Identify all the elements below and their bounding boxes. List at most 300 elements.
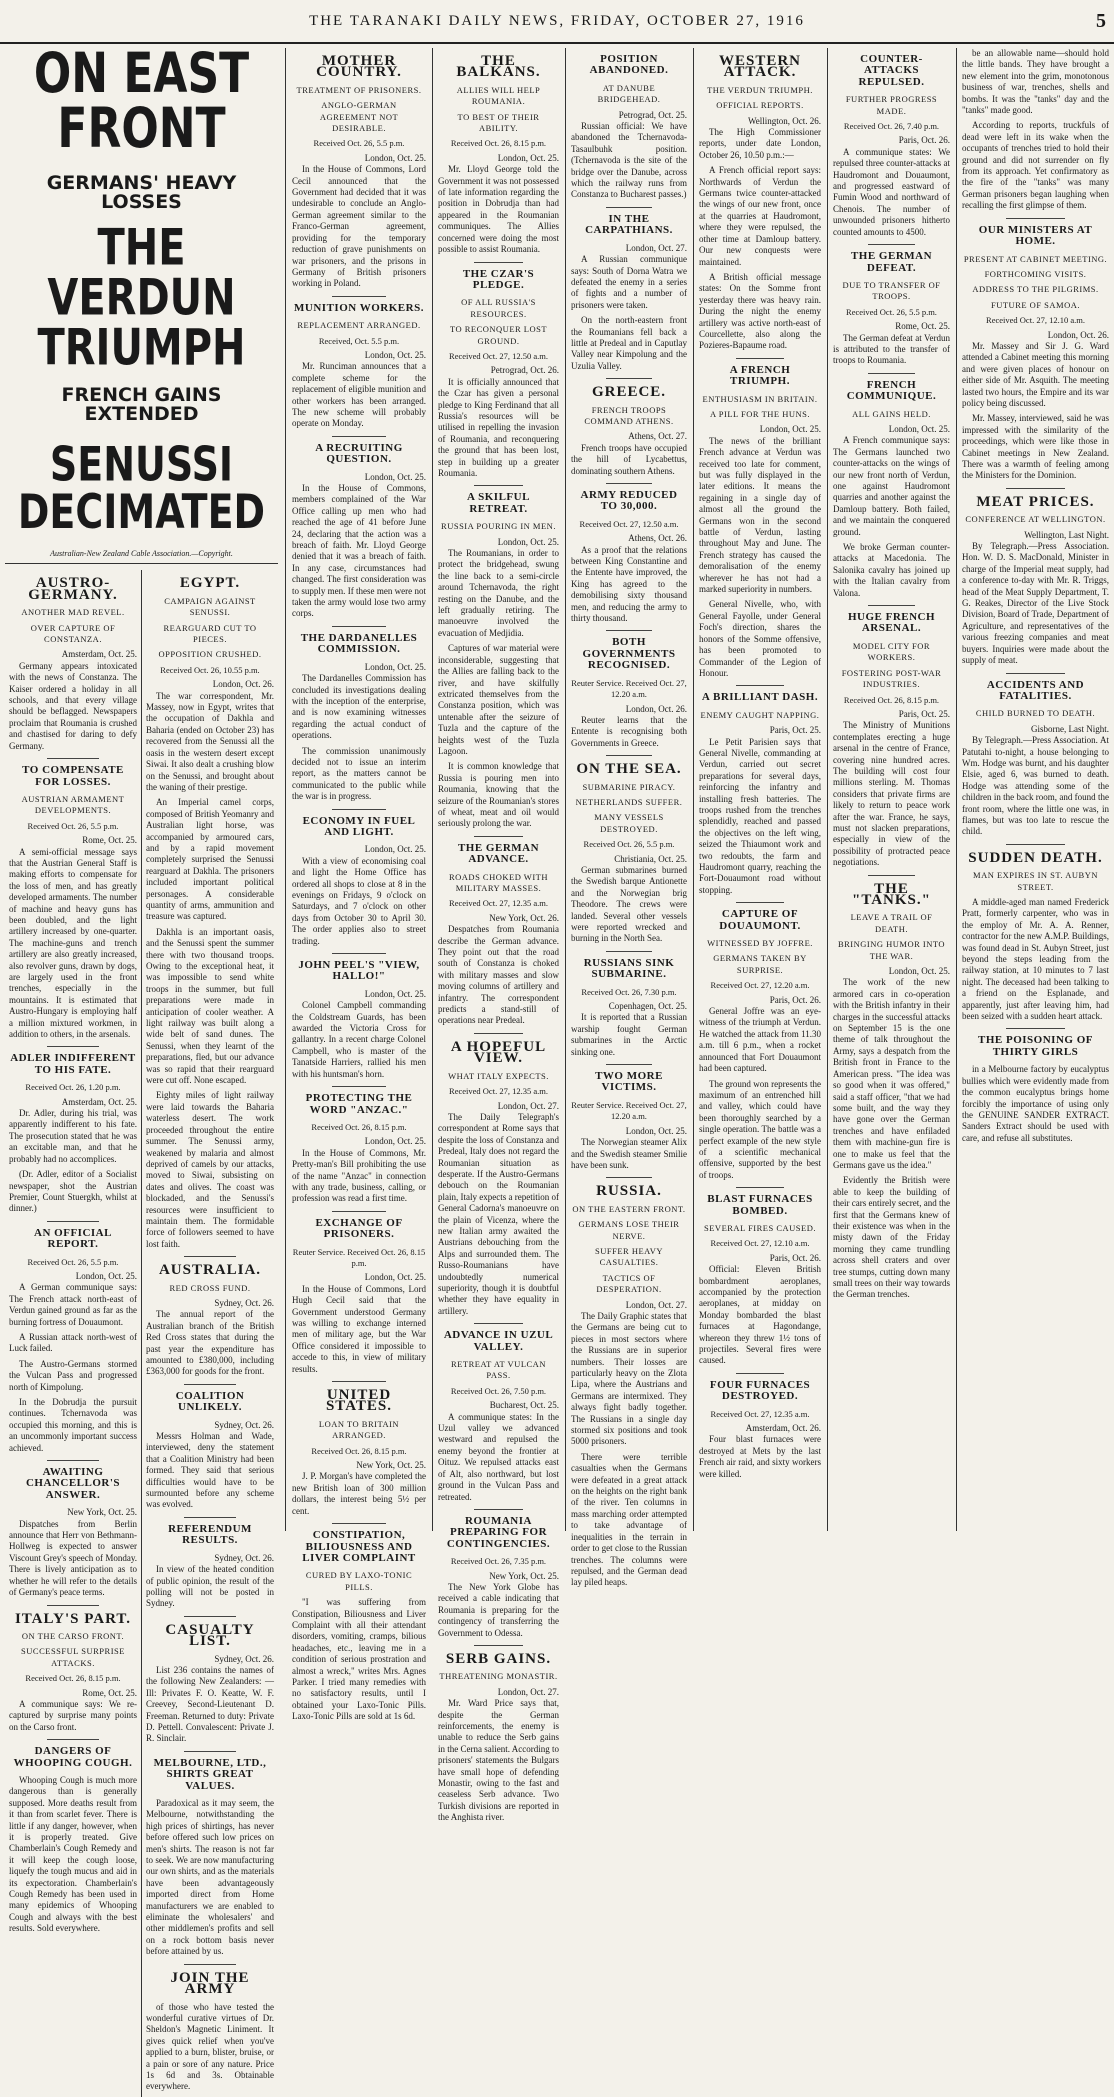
- dateline: London, Oct. 26.: [212, 679, 274, 690]
- article-separator: [332, 809, 386, 810]
- article: [438, 53, 559, 256]
- article-headline: GREECE.: [591, 384, 667, 401]
- article: [699, 358, 821, 680]
- article-subheading: FOSTERING POST-WAR INDUSTRIES.: [841, 667, 942, 690]
- article-paragraph: Russian official: We have abandoned the Tchernavoda-Tasaulbuhk position. (Tchernavoda is the site of the bridge over the Danube, across which the railway runs from Constanza to Bucharest passes.): [571, 121, 687, 200]
- received-line: Received Oct. 26, 7.35 p.m.: [450, 1556, 547, 1567]
- article-separator: [332, 1086, 386, 1087]
- article-separator: [332, 626, 386, 627]
- article-subheading: RUSSIA POURING IN MEN.: [441, 521, 556, 532]
- article-headline: COUNTER-ATTACKS REPULSED.: [858, 53, 925, 88]
- article-separator: [332, 1211, 386, 1212]
- article-paragraph: A French communique says: The Germans launched two counter-attacks on the wings of our new front north of Verdun, one against Haudromont quarries and another against the Damloup battery. Both failed, and we maintain the conquered ground.: [833, 435, 950, 537]
- received-line: Received Oct. 27, 12.35 a.m.: [449, 1086, 548, 1097]
- column-balkans: [433, 48, 564, 1823]
- received-line: Received Oct. 27, 12.50 a.m.: [579, 518, 679, 529]
- received-line: Received Oct. 26, 1.20 p.m.: [25, 1082, 121, 1093]
- article: [9, 1221, 137, 1454]
- article-paragraph: Official: Eleven British bombardment aeroplanes, accompanied by the protection aeroplanes, at midday on Monday bombarded the blast furnaces at Hagondange, whereon they threw 1½ tons of projectiles. Several fires were caused.: [699, 1264, 821, 1366]
- article-separator: [332, 953, 386, 954]
- article-headline: ADLER INDIFFERENT TO HIS FATE.: [10, 1052, 136, 1076]
- article-paragraph: A Russian communique says: South of Dorna Watra we defeated the enemy in a series of fights and a number of prisoners were taken.: [571, 254, 687, 310]
- article-paragraph: The High Commissioner reports, under date London, October 26, 10.50 p.m.:—: [699, 127, 821, 160]
- article-headline: ACCIDENTS AND FATALITIES.: [986, 678, 1085, 702]
- article-subheading: MAN EXPIRES IN ST. AUBYN STREET.: [973, 870, 1098, 892]
- article-paragraph: In view of the heated condition of public opinion, the result of the polling will not be posted in Sydney.: [146, 1564, 274, 1609]
- article-headline: SERB GAINS.: [445, 1650, 552, 1667]
- article-headline: ITALY'S PART.: [14, 1610, 132, 1627]
- article-headline: BOTH GOVERNMENTS RECOGNISED.: [582, 636, 676, 672]
- dateline: New York, Oct. 26.: [489, 912, 559, 923]
- article-headline: EXCHANGE OF PRISONERS.: [315, 1216, 403, 1241]
- article-subheading: TO BEST OF THEIR ABILITY.: [457, 111, 540, 134]
- article-paragraph: Mr. Massey and Sir J. G. Ward attended a Cabinet meeting this morning and were given places of honour on either side of Mr. Asquith. The meeting lasted two hours, the Empire and its war policy being discussed.: [962, 340, 1109, 408]
- article-headline: THE GERMAN ADVANCE.: [457, 841, 540, 866]
- article-subheading: NETHERLANDS SUFFER.: [575, 796, 683, 807]
- article-paragraph: According to reports, truckfuls of dead were left in its wake when the occupants of trenches tried to hold their ground and did not surrender on fly from its approach. Yet confirmatory as the fire of the "tanks" was many German prisoners began laughing when recalling the first glimpse of them.: [962, 120, 1109, 211]
- article-paragraph: General Nivelle, who, with General Fayolle, under General Foch's direction, shares the honors of the Somme offensive, has been promoted to Commander of the Legion of Honour.: [699, 599, 821, 678]
- article: [571, 1064, 687, 1171]
- article-paragraph: In the Dobrudja the pursuit continues. Tchernavoda was occupied this morning, and this is an uncommonly important success achieved.: [9, 1397, 137, 1453]
- article-paragraph: A British official message states: On the Somme front yesterday there was heavy rain. During the night the enemy artillery was active north-east of Courcellette, also along the Pozieres-Bapaume road.: [699, 271, 821, 351]
- article-paragraph: General Joffre was an eye-witness of the triumph at Verdun. He watched the attack from 11.30 a.m. till 6 p.m., when a rocket announced that Fort Douaumont had been captured.: [699, 1006, 821, 1074]
- article-paragraph: By Telegraph.—Press Association. Hon. W. D. S. MacDonald, Minister in charge of the Imperial meat supply, had a conference to-day with Mr. R. Triggs, head of the Meat Supply Department, T. G. Reakes, Director of the Live Stock Division, Board of Trade, Department of Agriculture, and representatives of the various freezing companies and meat buyers. Inquiries were made about the supply of meat.: [962, 541, 1109, 666]
- article-subheading: RETREAT AT VULCAN PASS.: [451, 1359, 546, 1381]
- article-paragraph: In the House of Commons, Lord Hugh Cecil said that the Government understood Germany was willing to exchange interned men of military age, but the War Office considered it impossible to accede to this, in view of military results.: [292, 1283, 426, 1374]
- article: [571, 630, 687, 749]
- article-subheading: REARGUARD CUT TO PIECES.: [163, 622, 257, 645]
- article-subheading: GERMANS LOSE THEIR NERVE.: [578, 1219, 680, 1241]
- dateline: London, Oct. 25.: [364, 844, 426, 855]
- received-line: Received Oct. 27, 12.35 a.m.: [710, 1408, 810, 1419]
- article-separator: [736, 358, 785, 359]
- article-separator: [736, 1373, 785, 1374]
- article-subheading: TACTICS OF DESPERATION.: [596, 1272, 662, 1295]
- article-subheading: BRINGING HUMOR INTO THE WAR.: [837, 939, 946, 961]
- received-line: Received Oct. 26, 5.5 p.m.: [27, 820, 119, 831]
- dateline: London, Oct. 25.: [75, 1270, 137, 1281]
- page-number: 5: [1096, 10, 1108, 32]
- dateline: Copenhagen, Oct. 25.: [608, 1001, 687, 1012]
- dateline: London, Oct. 25.: [759, 424, 821, 435]
- dateline: Rome, Oct. 25.: [82, 1687, 137, 1698]
- headline-senussi: SENUSSI DECIMATED: [17, 436, 266, 540]
- article: [438, 262, 559, 480]
- article: [571, 1177, 687, 1588]
- article: [699, 53, 821, 352]
- article-paragraph: be an allowable name—should hold the little bands. They have brought a new element into the grim, monotonous business of war, trenches, shells and bombs. It was the "tanks" day and the "tanks" made good.: [962, 48, 1109, 116]
- article-headline: THE BALKANS.: [456, 53, 541, 81]
- article-headline: MEAT PRICES.: [976, 493, 1095, 510]
- article: [9, 1605, 137, 1734]
- front-subcolumns: [5, 570, 278, 2096]
- article-separator: [47, 1605, 98, 1606]
- article: [9, 1460, 137, 1598]
- article-headline: JOHN PEEL'S "VIEW, HALLO!": [298, 959, 420, 983]
- article-headline: DANGERS OF WHOOPING COUGH.: [13, 1745, 133, 1769]
- article: [438, 1645, 559, 1824]
- article-paragraph: Mr. Lloyd George told the Government it was not possessed of late information regarding the position in Dobrudja than had appeared in the Roumanian communiques. The Allies concerned were doing the most possible to assist Roumania.: [438, 164, 559, 255]
- headline-verdun-triumph: THE VERDUN TRIUMPH: [37, 219, 246, 377]
- article-subheading: LEAVE A TRAIL OF DEATH.: [850, 912, 933, 934]
- article-separator: [1006, 844, 1065, 845]
- article-paragraph: A communique states: We repulsed three counter-attacks at Haudromont and Douaumont, and progressed eastward of Fumin Wood and northward of Chenois. The number of unwounded prisoners hitherto counted amounts to 4500.: [833, 146, 950, 237]
- article-paragraph: As a proof that the relations between King Constantine and the Entente have improved, the King has agreed to the demobilising sixty thousand men, and reducing the army to thirty thousand.: [571, 544, 687, 624]
- article-subheading: FORTHCOMING VISITS.: [984, 268, 1087, 279]
- article: [146, 1384, 274, 1511]
- dateline: Paris, Oct. 26.: [898, 135, 950, 146]
- article-paragraph: The work of the new armored cars in co-operation with the British infantry in their charges in the successful attacks on September 15 is the one theme of talk throughout the Army, says a despatch from the British front in France to the American press. "The idea was so good when it was offered," said a staff officer, "that we had some built, and the way they have gone over the German trenches and have enfiladed them with machine-gun fire is one to make us feel that the Germans gave us the idea.": [833, 977, 950, 1170]
- dateline: Petrograd, Oct. 26.: [490, 365, 559, 376]
- article-paragraph: It is reported that a Russian warship fought German submarines in the Arctic sinking one.: [571, 1012, 687, 1057]
- dateline: Paris, Oct. 25.: [898, 708, 950, 719]
- article-headline: A SKILFUL RETREAT.: [467, 491, 530, 515]
- article-paragraph: Dakhla is an important oasis, and the Senussi spent the summer there with two thousand troops. Owing to the exceptional heat, it was impossible to send white troops in the summer, but full preparations were made in anticipation of cooler weather. A light railway was built along a wide belt of sand dunes. The Senussi, when they learnt of the preparations, fled, but our advance was so rapid that their rearguard were cut off. None escaped.: [146, 926, 274, 1086]
- column-austro-germany: [5, 570, 141, 2096]
- dateline: London, Oct. 25.: [625, 1125, 687, 1136]
- article-separator: [47, 1739, 98, 1740]
- article-subheading: FURTHER PROGRESS MADE.: [845, 94, 938, 116]
- article: [833, 605, 950, 869]
- article-subheading: A PILL FOR THE HUNS.: [710, 408, 810, 419]
- article-paragraph: The annual report of the Australian branch of the British Red Cross states that during the past year the expenditure has amounted to £380,000, including £363,000 for goods for the front.: [146, 1309, 274, 1377]
- dateline: Petrograd, Oct. 25.: [618, 109, 687, 120]
- article: [292, 953, 426, 1080]
- article-paragraph: The news of the brilliant French advance at Verdun was received too late for comment, but was fully displayed in the later editions. It means the regaining in a single day of almost all the ground the Germans won in the second battle of Verdun, lasting throughout May and June. The French strategy has caused the demoralisation of the enemy wherever he has not had a marked superiority in numbers.: [699, 435, 821, 595]
- received-line: Received Oct. 26, 10.55 p.m.: [160, 664, 260, 675]
- article-separator: [47, 1046, 98, 1047]
- article: [146, 1964, 274, 2093]
- article-separator: [736, 685, 785, 686]
- article: [962, 488, 1109, 667]
- article-subheading: ENEMY CAUGHT NAPPING.: [700, 709, 820, 720]
- article-subheading: LOAN TO BRITAIN ARRANGED.: [318, 1418, 400, 1441]
- dateline: Paris, Oct. 26.: [769, 994, 821, 1005]
- dateline: London, Oct. 27.: [497, 1686, 559, 1697]
- received-line: Received Oct. 26, 7.50 p.m.: [450, 1385, 547, 1396]
- article-headline: CONSTIPATION, BILIOUSNESS AND LIVER COMPLAINT: [302, 1529, 416, 1564]
- article-headline: BLAST FURNACES BOMBED.: [707, 1193, 813, 1217]
- article-paragraph: We broke German counter-attacks at Macedonia. The Salonika cavalry has joined up with the Italian cavalry from Valona.: [833, 542, 950, 598]
- received-line: Received Oct. 27, 12.35 a.m.: [449, 898, 548, 909]
- article-paragraph: Four blast furnaces were destroyed at Mets by the last French air raid, and sixty workers were killed.: [699, 1434, 821, 1479]
- article-paragraph: Mr. Runciman announces that a complete scheme for the replacement of eligible munition and other workers has been arranged. The new scheme will probably operate on Monday.: [292, 361, 426, 429]
- article: [571, 951, 687, 1058]
- article: [699, 1187, 821, 1367]
- article-separator: [184, 1751, 235, 1752]
- article-separator: [1006, 1028, 1065, 1029]
- article: [292, 1086, 426, 1205]
- article-headline: IN THE CARPATHIANS.: [585, 212, 673, 237]
- dateline: Gisborne, Last Night.: [1031, 723, 1109, 734]
- article-subheading: SUFFER HEAVY CASUALTIES.: [595, 1245, 663, 1268]
- dateline: London, Oct. 27.: [497, 1100, 559, 1111]
- article-subheading: THREATENING MONASTIR.: [439, 1671, 558, 1682]
- article-subheading: DUE TO TRANSFER OF TROOPS.: [842, 279, 941, 302]
- dateline: Wellington, Oct. 26.: [747, 115, 821, 126]
- article-subheading: SUCCESSFUL SURPRISE ATTACKS.: [21, 1646, 125, 1668]
- dateline: London, Oct. 27.: [625, 1299, 687, 1310]
- article-subheading: ON THE CARSO FRONT.: [21, 1630, 125, 1641]
- article-subheading: TREATMENT OF PRISONERS.: [296, 84, 422, 95]
- dateline: London, Oct. 25.: [888, 966, 950, 977]
- article-paragraph: Messrs Holman and Wade, interviewed, deny the statement that a Coalition Ministry had been formed. They said that serious difficulties would have to be surmounted before any scheme was evolved.: [146, 1431, 274, 1510]
- article-headline: CAPTURE OF DOUAUMONT.: [719, 908, 801, 932]
- dateline: London, Oct. 25.: [364, 152, 426, 163]
- received-line: Received Oct. 26, 8.15 p.m.: [311, 1121, 407, 1132]
- article-separator: [474, 836, 522, 837]
- received-line: Received Oct. 27, 12.50 a.m.: [449, 350, 548, 361]
- article: [292, 626, 426, 803]
- article-subheading: SEVERAL FIRES CAUSED.: [704, 1222, 816, 1233]
- article: [962, 218, 1109, 482]
- article-subheading: THE VERDUN TRIUMPH.: [707, 84, 813, 95]
- article-paragraph: Eighty miles of light railway were laid towards the Baharia waterless desert. The work proceeded throughout the entire summer. The Senussi army, weakened by malaria and almost deprived of camels by our attacks, moved to Siwai, subsisting on dates and olives. The coast was blockaded, and the Senussi's resources were insufficient to maintain them. The formidable force of followers seemed to have lost faith.: [146, 1090, 274, 1249]
- article-headline: FOUR FURNACES DESTROYED.: [709, 1378, 811, 1403]
- article-separator: [332, 1523, 386, 1524]
- masthead-title: THE TARANAKI DAILY NEWS, FRIDAY, OCTOBER 27, 1916: [309, 12, 805, 29]
- article-paragraph: "I was suffering from Constipation, Biliousness and Liver Complaint with all their attendant disorders, vomiting, cramps, bilious headaches, etc., leaving me in a condition of serious prostration and almost a wreck," writes Mrs. Agnes Parker. I tried many remedies with no satisfactory results, until I obtained your Laxo-Tonic Pills. Laxo-Tonic Pills are sold at 1s 6d.: [292, 1597, 426, 1722]
- article-headline: THE "TANKS.": [852, 880, 931, 908]
- article: [292, 53, 426, 290]
- article-paragraph: It is officially announced that the Czar has given a personal pledge to King Ferdinand that all Russia's resources will be utilised in repelling the invasion of Roumania, and reconquering the ground that has been lost, step in building up a greater Roumania.: [438, 376, 559, 478]
- article: [9, 1739, 137, 1935]
- article-paragraph: A Russian attack north-west of Luck failed.: [9, 1331, 137, 1354]
- cable-credit: Australian-New Zealand Cable Association.—Copyright.: [5, 548, 278, 564]
- article-subheading: WHAT ITALY EXPECTS.: [448, 1070, 549, 1081]
- article-subheading: FRENCH TROOPS COMMAND ATHENS.: [584, 404, 674, 426]
- headline-french-gains: FRENCH GAINS EXTENDED: [61, 384, 222, 425]
- article-separator: [1006, 218, 1065, 219]
- article-headline: THE CZAR'S PLEDGE.: [462, 267, 535, 291]
- article-subheading: MANY VESSELS DESTROYED.: [594, 812, 664, 834]
- article-paragraph: Dr. Adler, during his trial, was apparently indifferent to his fate. The prosecution stated that he was an excitable man, and that he probably had no accomplices.: [9, 1108, 137, 1164]
- article-headline: A HOPEFUL VIEW.: [450, 1038, 547, 1067]
- article-paragraph: Dispatches from Berlin announce that Herr von Bethmann-Hollweg is expected to answer Viscount Grey's speech of Monday. There is lively anticipation as to whether he will refer to the details of Germany's peace terms.: [9, 1518, 137, 1598]
- article-paragraph: A semi-official message says that the Austrian General Staff is making efforts to compensate for the loss of men, and has greatly developed armaments. The number of machine and heavy guns has been doubled, and the light artillery increased by one-quarter. The machine-guns and trench artillery are also greatly increased, also revolver guns, drawn by dogs, are largely used in the front trenches, especially in the mountains. It is estimated that Austro-Hungary is employing half a million mixtured workmen, in addition to others, in the arsenals.: [9, 846, 137, 1040]
- article-separator: [47, 1221, 98, 1222]
- dateline: London, Oct. 25.: [364, 1136, 426, 1147]
- article: [833, 54, 950, 238]
- dateline: Athens, Oct. 26.: [628, 533, 687, 544]
- article-subheading: OFFICIAL REPORTS.: [716, 100, 804, 111]
- article-headline: AUSTRALIA.: [158, 1262, 262, 1279]
- article-separator: [184, 1384, 235, 1385]
- article-headline: A FRENCH TRIUMPH.: [729, 363, 791, 388]
- article-headline: COALITION UNLIKELY.: [175, 1389, 245, 1414]
- article-paragraph: of those who have tested the wonderful curative virtues of Dr. Sheldon's Magnetic Liniment. It gives quick relief when you've applied to a burn, blister, bruise, or a pain or sore of any nature. Price 1s 6d and 3s. Obtainable everywhere.: [146, 2001, 274, 2092]
- received-line: Reuter Service. Received Oct. 26, 8.15 p.m.: [292, 1246, 426, 1268]
- article-headline: A RECRUITING QUESTION.: [315, 441, 403, 466]
- article-paragraph: The war correspondent, Mr. Massey, now in Egypt, writes that the occupation of Dakhla and Baharia (ended on October 23) has recovered from the Senussi all the oasis in the western desert except Siwai. It also dealt a crushing blow on the Senussi, and brought about the waning of their prestige.: [146, 690, 274, 792]
- dateline: London, Oct. 25.: [364, 471, 426, 482]
- received-line: Received Oct. 26, 8.15 p.m.: [450, 138, 547, 149]
- article-subheading: PRESENT AT CABINET MEETING.: [963, 253, 1108, 264]
- received-line: Received Oct. 26, 7.30 p.m.: [581, 986, 677, 997]
- article: [438, 1509, 559, 1639]
- article-separator: [606, 207, 652, 208]
- dateline: London, Oct. 25.: [497, 152, 559, 163]
- article: [571, 207, 687, 372]
- article: [699, 902, 821, 1181]
- article-paragraph: On the north-eastern front the Roumanians fell back a little at Predeal and in Caputlay Valley near Kimpolung and the Uzulia Valley.: [571, 315, 687, 371]
- dateline: Amsterdam, Oct. 25.: [61, 1096, 137, 1107]
- received-line: Reuter Service. Received Oct. 27, 12.20 a.m.: [571, 677, 687, 700]
- article: [146, 1616, 274, 1745]
- article-headline: CASUALTY LIST.: [165, 1621, 255, 1650]
- article-paragraph: An Imperial camel corps, composed of British Yeomanry and Australian light horse, was accompanied by armoured cars, and by a rapid movement completely surprised the Senussi rearguard at Dakhla. The prisoners included important political personages. A considerable quantity of arms, ammunition and treasure was captured.: [146, 797, 274, 922]
- article: [292, 1381, 426, 1517]
- article-paragraph: Mr. Ward Price says that, despite the German reinforcements, the enemy is unable to reduce the Serb gains in the Cerna salient. According to prisoners' statements the Bulgars have small hope of defending Monastir, owing to the fast and ceaseless Serb advance. Two Turkish divisions are reported in the Anghista river.: [438, 1698, 559, 1823]
- column-counter-attacks: [828, 48, 955, 1531]
- article-subheading: ALLIES WILL HELP ROUMANIA.: [456, 84, 541, 107]
- article-separator: [736, 902, 785, 903]
- article-paragraph: List 236 contains the names of the following New Zealanders: —Ill: Privates F. O. Keatte, W. F. Creevey, Second-Lieutenant D. Freeman. Returned to duty: Private D. Pettell. Convalescent: Private J. R. Sinclair.: [146, 1664, 274, 1744]
- article: [146, 1751, 274, 1958]
- article-headline: ON THE SEA.: [576, 761, 682, 778]
- dateline: New York, Oct. 25.: [489, 1570, 559, 1581]
- article-separator: [474, 262, 522, 263]
- article-paragraph: in a Melbourne factory by eucalyptus bullies which were evidently made from the common eucalyptus brings home forcibly the importance of using only the GENUINE SANDER EXTRACT. Sanders Extract should be used with care, and refuse all substitutes.: [962, 1064, 1109, 1143]
- article-subheading: ENTHUSIASM IN BRITAIN.: [702, 393, 818, 404]
- article-headline: OUR MINISTERS AT HOME.: [978, 223, 1093, 248]
- article-headline: THE POISONING OF THIRTY GIRLS: [978, 1034, 1093, 1058]
- article-paragraph: The Ministry of Munitions contemplates erecting a huge arsenal in the centre of France, covering nine hundred acres. The building will cost four millions sterling. M. Thomas considers that private firms are likely to return to peace work after the war. France, he says, must not slacken preparations, especially in view of the possibility of protracted peace negotiations.: [833, 720, 950, 868]
- article: [9, 1046, 137, 1214]
- article: [292, 1523, 426, 1723]
- article-paragraph: In the House of Commons, Mr. Pretty-man's Bill prohibiting the use of the name "Anzac" in connection with any trade, business, calling, or profession was read a first time.: [292, 1147, 426, 1204]
- article: [438, 1033, 559, 1317]
- dateline: London, Oct. 25.: [364, 1272, 426, 1283]
- article-headline: ARMY REDUCED TO 30,000.: [580, 489, 678, 513]
- headline-east-front: ON EAST FRONT: [33, 42, 250, 161]
- article-paragraph: Le Petit Parisien says that General Nivelle, commanding at Verdun, carried out secret preparations for several days, reinforcing the infantry and installing fresh batteries. The troops rushed from the trenches splendidly, reached and passed the objectives on the left wing, seized the Thiaumont work and two redoubts, the farm and Haudromont quarry, reaching the Fort-Douaumont road without stopping.: [699, 736, 821, 895]
- received-line: Received Oct. 27, 12.10 a.m.: [986, 315, 1085, 326]
- article-paragraph: In the House of Commons, Lord Cecil announced that the Government had decided that it was undesirable to conclude an Anglo-German agreement similar to the Franco-German agreement, providing for the temporary reduction of grave punishments on war prisoners, and the prisons in Germany of British prisoners working in Poland.: [292, 164, 426, 289]
- received-line: Received Oct. 27, 12.20 a.m.: [710, 980, 810, 991]
- received-line: Reuter Service. Received Oct. 27, 12.20 a.m.: [571, 1099, 687, 1122]
- article-headline: SUDDEN DEATH.: [968, 849, 1103, 866]
- article: [146, 1517, 274, 1610]
- article-separator: [606, 483, 652, 484]
- article-headline: THE DARDANELLES COMMISSION.: [300, 631, 418, 656]
- dateline: London, Oct. 25.: [364, 349, 426, 360]
- received-line: Received Oct. 26, 8.15 p.m.: [25, 1673, 121, 1684]
- article-separator: [868, 373, 915, 374]
- article-subheading: OVER CAPTURE OF CONSTANZA.: [30, 622, 116, 645]
- received-line: Received Oct. 26, 8.15 p.m.: [843, 694, 940, 705]
- article-headline: HUGE FRENCH ARSENAL.: [847, 611, 936, 635]
- received-line: Received Oct. 27, 12.10 a.m.: [710, 1238, 810, 1249]
- article: [699, 1373, 821, 1480]
- received-line: Received Oct. 26, 5.5 p.m.: [846, 306, 937, 317]
- article-paragraph: French troops have occupied the hill of Lycabettus, dominating southern Athens.: [571, 442, 687, 476]
- article-subheading: CAMPAIGN AGAINST SENUSSI.: [164, 595, 256, 618]
- article-headline: THE GERMAN DEFEAT.: [850, 250, 933, 274]
- article-headline: REFERENDUM RESULTS.: [168, 1522, 252, 1547]
- article-separator: [606, 630, 652, 631]
- article: [833, 875, 950, 1301]
- dateline: Christiania, Oct. 25.: [614, 853, 687, 864]
- headline-german-losses: GERMANS' HEAVY LOSSES: [46, 172, 237, 213]
- article: [571, 755, 687, 945]
- article-headline: EGYPT.: [179, 575, 241, 592]
- article-paragraph: The Dardanelles Commission has concluded its investigations dealing with the inception of the enterprise, and is now examining witnesses regarding the actual conduct of operations.: [292, 673, 426, 741]
- article-paragraph: The Daily Graphic states that the Germans are being cut to pieces in most sectors where the Russians are in superior numbers. Their losses are particularly heavy on the Zlota Lipa, where the Austrians and Germans are intermixed. They always fight badly together. The Russians in a single day stormed six positions and took 5000 prisoners.: [571, 1310, 687, 1447]
- article-paragraph: The ground won represents the maximum of an entrenched hill and valley, which could have been thoroughly searched by a single operation. The battle was a perfect example of the new style of a scientific mechanical offensive, supported by the best of troops.: [699, 1078, 821, 1180]
- article-paragraph: Despatches from Roumania describe the German advance. They point out that the road south of Constanza is choked with military masses and slow moving columns of artillery and infantry. The correspondent predicts a stand-still of operations near Predeal.: [438, 924, 559, 1026]
- article-separator: [474, 1323, 522, 1324]
- article-subheading: ALL GAINS HELD.: [852, 408, 931, 419]
- article-subheading: ON THE EASTERN FRONT.: [572, 1203, 686, 1214]
- dateline: London, Oct. 27.: [625, 242, 687, 253]
- article-subheading: SUBMARINE PIRACY.: [582, 781, 676, 792]
- article-paragraph: Evidently the British were able to keep the building of their cars entirely secret, and the first that the Germans knew of their existence was when in the misty dawn of the Friday morning they came trundling across shell craters and over tree stumps, cutting down many small trees on their way towards the German trenches.: [833, 1175, 950, 1300]
- article-paragraph: The Daily Telegraph's correspondent at Rome says that despite the loss of Constanza and Predeal, Italy does not regard the Roumanian situation as desperate. If the Austro-Germans debouch on the Roumanian plain, Italy expects a repetition of General Cadorna's manoeuvre on the plain of Vicenza, where the new Italian army awaited the Austrians debouching from the Alps and surrounded them. The Russo-Roumanians have undoubtedly numerical superiority, though it is doubtful whether they have equality in artillery.: [438, 1111, 559, 1316]
- article-subheading: CHILD BURNED TO DEATH.: [975, 708, 1096, 719]
- article-headline: FRENCH COMMUNIQUE.: [846, 378, 937, 403]
- article-paragraph: German submarines burned the Swedish barque Antionette and the Norwegian brig Theodore. The crews were landed. Several other vessels were reported wrecked and burning in the North Sea.: [571, 864, 687, 944]
- article-subheading: REPLACEMENT ARRANGED.: [297, 320, 421, 331]
- dateline: New York, Oct. 25.: [67, 1507, 137, 1518]
- article: [962, 673, 1109, 838]
- dateline: Sydney, Oct. 26.: [214, 1419, 274, 1430]
- dateline: Bucharest, Oct. 25.: [489, 1400, 559, 1411]
- article-paragraph: A communique says: We re-captured by surprise many points on the Carso front.: [9, 1698, 137, 1732]
- article-separator: [868, 875, 915, 876]
- received-line: Received, Oct. 5.5 p.m.: [318, 335, 400, 346]
- article: [9, 575, 137, 752]
- article: [571, 378, 687, 477]
- article-headline: ECONOMY IN FUEL AND LIGHT.: [302, 814, 416, 838]
- article-subheading: TO RECONQUER LOST GROUND.: [449, 324, 548, 346]
- column-egypt: [141, 570, 278, 2096]
- article: [146, 575, 274, 1250]
- column-western-attack: [694, 48, 826, 1531]
- article: [962, 1028, 1109, 1144]
- dateline: New York, Oct. 25.: [356, 1460, 426, 1471]
- article-headline: MUNITION WORKERS.: [294, 301, 424, 314]
- article-subheading: OPPOSITION CRUSHED.: [158, 649, 262, 660]
- article-subheading: GERMANS TAKEN BY SURPRISE.: [713, 953, 807, 975]
- article-paragraph: J. P. Morgan's have completed the new British loan of 300 million dollars, the interest being 5½ per cent.: [292, 1471, 426, 1516]
- article-paragraph: With a view of economising coal and light the Home Office has ordered all shops to close at 8 in the evenings on Fridays, 9 o'clock on Saturdays, and 7 o'clock on other days from October 30 to April 30. The order applies also to street trading.: [292, 855, 426, 946]
- article-paragraph: The Norwegian steamer Alix and the Swedish steamer Smilie have been sunk.: [571, 1137, 687, 1170]
- article-subheading: ADDRESS TO THE PILGRIMS.: [972, 284, 1099, 295]
- received-line: Received Oct. 26, 5.5 p.m.: [583, 839, 675, 850]
- article-separator: [332, 436, 386, 437]
- article-paragraph: (Dr. Adler, editor of a Socialist newspaper, shot the Austrian Premier, Count Stuergkh, whilst at dinner.): [9, 1169, 137, 1214]
- dateline: Rome, Oct. 25.: [82, 835, 137, 846]
- column-ministers-at-home: [957, 48, 1114, 1531]
- dateline: London, Oct. 26.: [625, 703, 687, 714]
- article-headline: PROTECTING THE WORD "ANZAC.": [305, 1092, 413, 1116]
- dateline: Paris, Oct. 25.: [769, 725, 821, 736]
- article-separator: [474, 1033, 522, 1034]
- article-separator: [47, 758, 98, 759]
- article-headline: WESTERN ATTACK.: [718, 53, 802, 81]
- article-headline: POSITION ABANDONED.: [589, 53, 669, 77]
- article-subheading: CURED BY LAXO-TONIC PILLS.: [305, 1570, 413, 1592]
- article-separator: [474, 485, 522, 486]
- article-headline: JOIN THE ARMY: [170, 1969, 250, 1998]
- article-separator: [474, 1645, 522, 1646]
- column-mother-country: [287, 48, 431, 1722]
- article: [962, 48, 1109, 212]
- article-paragraph: Mr. Massey, interviewed, said he was impressed with the similarity of the proceedings, which were like those in Cabinet meetings in New Zealand. There was a warmth of feeling among the Ministers for the Dominion.: [962, 413, 1109, 481]
- article-subheading: MODEL CITY FOR WORKERS.: [852, 640, 931, 663]
- article-paragraph: Captures of war material were inconsiderable, suggesting that the Allies are falling back to the river, and have skilfully extricated themselves from the Constanza position, which was untenable after the seizure of Tuzla and the capture of the heights west of the Tuzla Lagoon.: [438, 643, 559, 756]
